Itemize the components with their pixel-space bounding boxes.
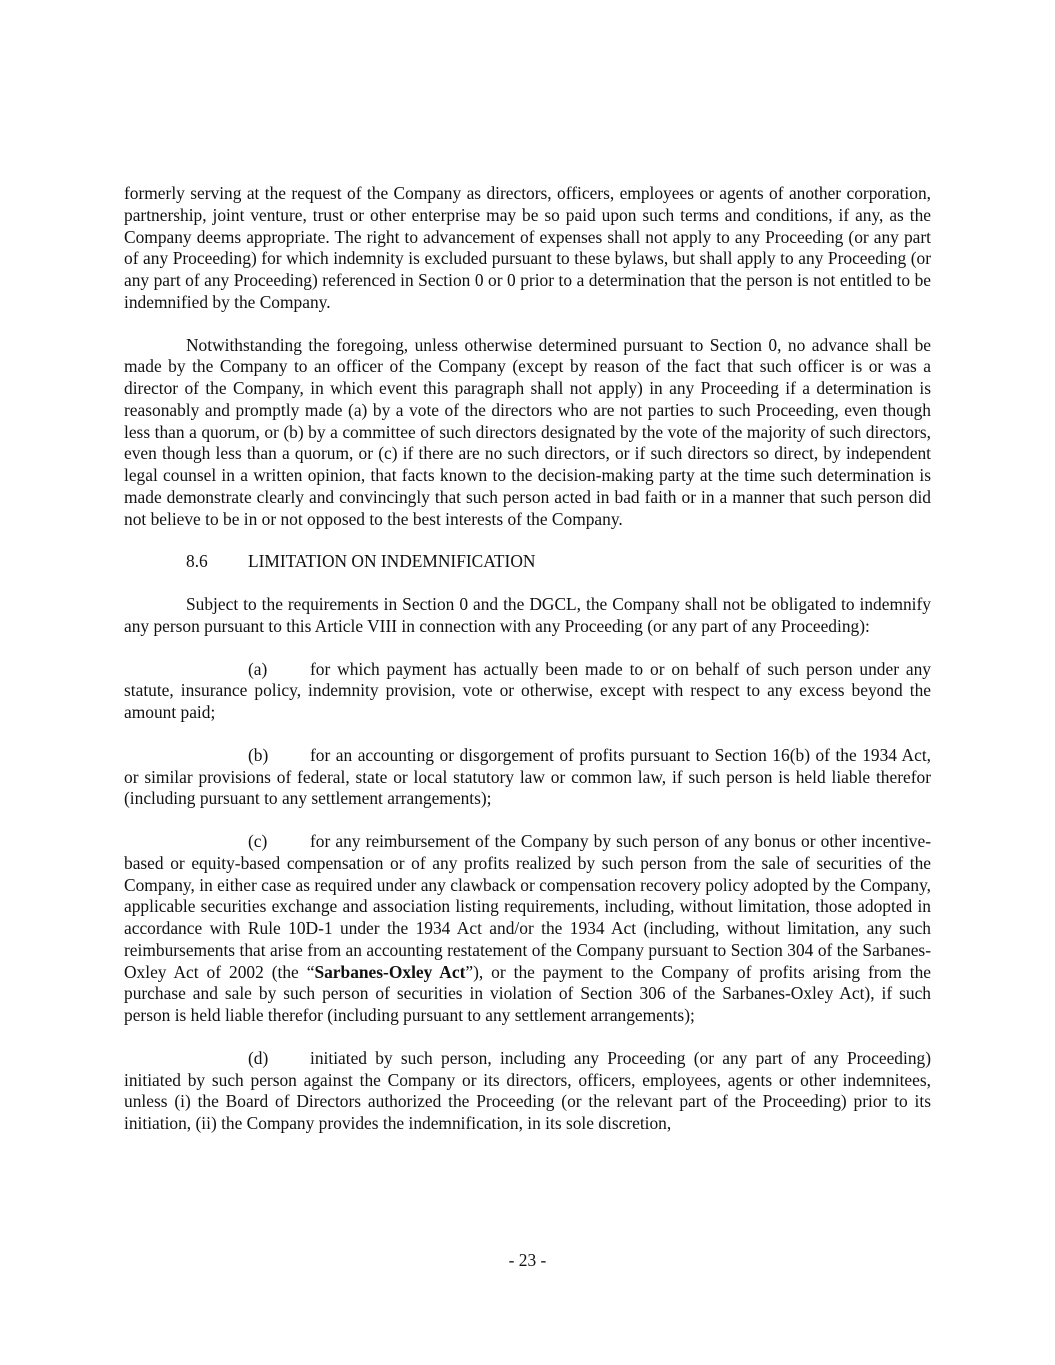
- list-item-d: [124, 1048, 931, 1135]
- item-label: (b): [248, 744, 269, 765]
- section-heading: [124, 551, 931, 573]
- item-label: (d): [248, 1047, 269, 1068]
- item-label: (a): [248, 658, 268, 679]
- page-number: - 23 -: [508, 1250, 547, 1270]
- item-text: initiated by such person, including any Proceeding (or any part of any Proceeding) initiated by such person against the Company or its directors, officers, employees, agents or other indemnitees, unless (i) the Board of Directors authorized the Proceeding (or the relevant part of the Proceeding) prior to its initiation, (ii) the Company provides the indemnification, in its sole discretion,: [124, 1047, 931, 1133]
- section-number: 8.6: [186, 551, 208, 572]
- paragraph-notwithstanding: Notwithstanding the foregoing, unless otherwise determined pursuant to Section 0, no advance shall be made by the Company to an officer of the Company (except by reason of the fact that such officer is or was a director of the Company, in which event this paragraph shall not apply) in any Proceeding if a determination is reasonably and promptly made (a) by a vote of the directors who are not parties to such Proceeding, even though less than a quorum, or (b) by a committee of such directors designated by the vote of the majority of such directors, even though less than a quorum, or (c) if there are no such directors, or if such directors so direct, by independent legal counsel in a written opinion, that facts known to the decision-making party at the time such determination is made demonstrate clearly and convincingly that such person acted in bad faith or in a manner that such person did not believe to be in or not opposed to the best interests of the Company.: [124, 334, 931, 529]
- document-page: [124, 183, 931, 1135]
- item-text-before: for any reimbursement of the Company by such person of any bonus or other incentive-based or equity-based compensation or of any profits realized by such person from the sale of securities of the Company, in either case as required under any clawback or compensation recovery policy adopted by the Company, applicable securities exchange and association listing requirements, including, without limitation, those adopted in accordance with Rule 10D-1 under the 1934 Act and/or the 1934 Act (including, without limitation, any such reimbursements that arise from an accounting restatement of the Company pursuant to Section 304 of the Sarbanes-Oxley Act of 2002 (the “: [124, 831, 931, 982]
- defined-term: Sarbanes-Oxley Act: [314, 961, 466, 982]
- item-text: for which payment has actually been made to or on behalf of such person under any statute, insurance policy, indemnity provision, vote or otherwise, except with respect to any excess beyond the amount paid;: [124, 658, 931, 722]
- item-label: (c): [248, 831, 268, 851]
- list-item-c: [124, 831, 931, 1027]
- list-item-a: [124, 659, 931, 724]
- section-title: LIMITATION ON INDEMNIFICATION: [248, 551, 536, 572]
- item-text-after: ”), or the payment to the Company of profits arising from the purchase and sale by such person of securities in violation of Section 306 of the Sarbanes-Oxley Act), if such person is held liable therefor (including pursuant to any settlement arrangements);: [124, 961, 931, 1025]
- paragraph-subject: Subject to the requirements in Section 0 and the DGCL, the Company shall not be obligated to indemnify any person pursuant to this Article VIII in connection with any Proceeding (or any part of any Proceeding):: [124, 594, 931, 636]
- paragraph-continuation: formerly serving at the request of the Company as directors, officers, employees or agents of another corporation, partnership, joint venture, trust or other enterprise may be so paid upon such terms and conditions, if any, as the Company deems appropriate. The right to advancement of expenses shall not apply to any Proceeding (or any part of any Proceeding) for which indemnity is excluded pursuant to these bylaws, but shall apply to any Proceeding (or any part of any Proceeding) referenced in Section 0 or 0 prior to a determination that the person is not entitled to be indemnified by the Company.: [124, 183, 931, 312]
- list-item-b: [124, 745, 931, 810]
- item-text: for an accounting or disgorgement of profits pursuant to Section 16(b) of the 1934 Act, or similar provisions of federal, state or local statutory law or common law, if such person is held liable therefor (including pursuant to any settlement arrangements);: [124, 744, 931, 809]
